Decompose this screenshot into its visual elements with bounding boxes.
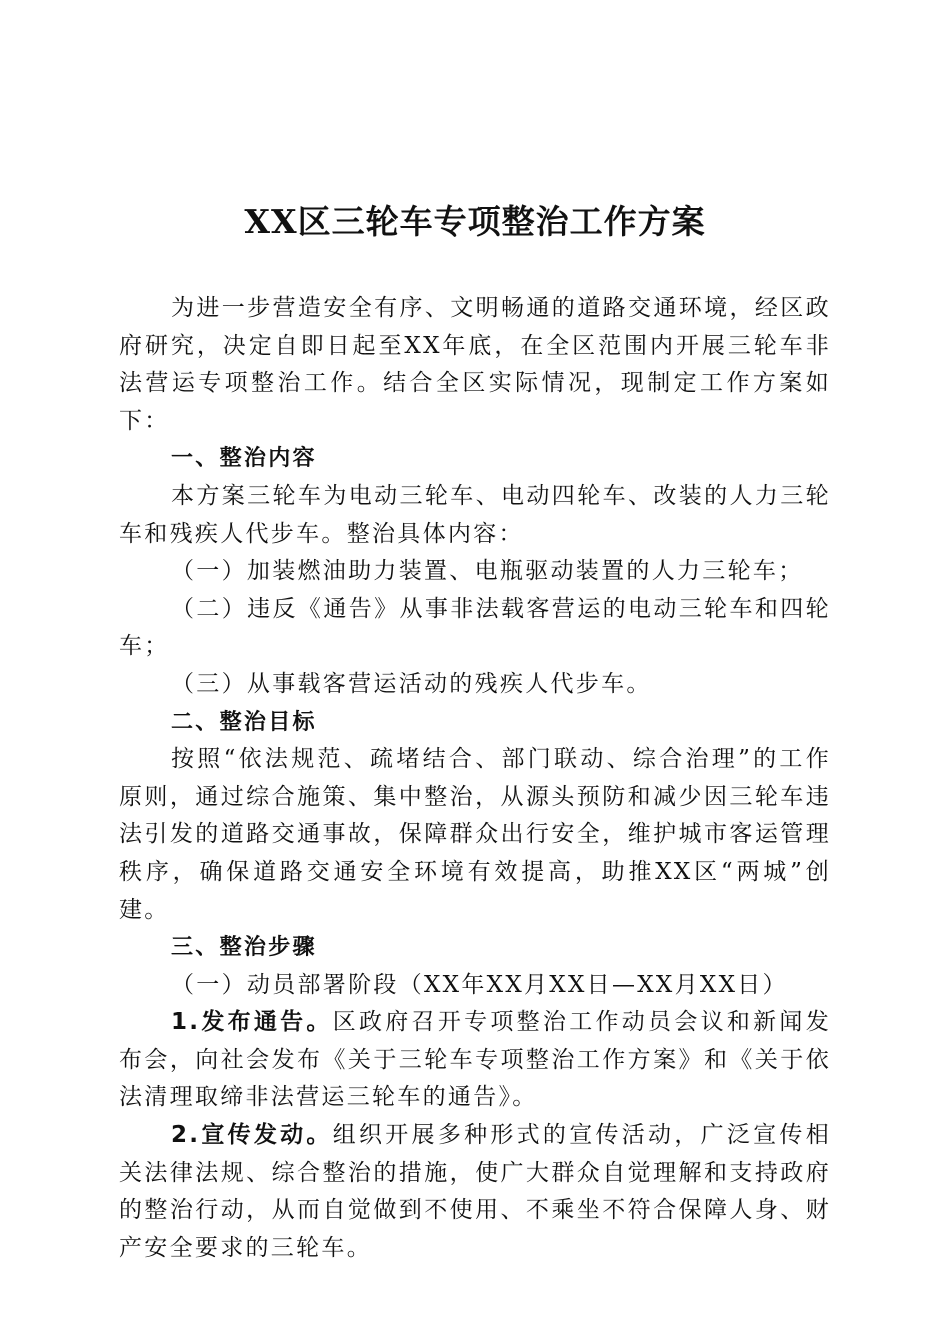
section-content-paragraph: 本方案三轮车为电动三轮车、电动四轮车、改装的人力三轮车和残疾人代步车。整治具体内容： bbox=[119, 482, 831, 547]
list-item: （一）加装燃油助力装置、电瓶驱动装置的人力三轮车； bbox=[171, 558, 804, 585]
section-goal-paragraph: 按照“依法规范、疏堵结合、部门联动、综合治理”的工作原则，通过综合施策、集中整治，从源头预防和减少因三轮车违法引发的道路交通事故，保障群众出行安全，维护城市客运管理秩序，确保道路交通安全环境有效提高，助推XX区“两城”创建。 bbox=[119, 746, 831, 923]
list-item: （二）违反《通告》从事非法载客营运的电动三轮车和四轮车； bbox=[119, 595, 831, 660]
step-lead: 2.宣传发动。 bbox=[171, 1122, 333, 1149]
step-paragraph bbox=[119, 1117, 831, 1267]
document-body bbox=[119, 290, 831, 1267]
step-lead: 1.发布通告。 bbox=[171, 1009, 333, 1036]
section-heading-steps: 三、整治步骤 bbox=[171, 935, 317, 961]
step-text: 组织开展多种形式的宣传活动，广泛宣传相关法律法规、综合整治的措施，使广大群众自觉理解和支持政府的整治行动，从而自觉做到不使用、不乘坐不符合保障人身、财产安全要求的三轮车。 bbox=[119, 1122, 832, 1261]
step-paragraph bbox=[119, 1004, 831, 1117]
list-item: （三）从事载客营运活动的残疾人代步车。 bbox=[171, 670, 652, 697]
phase-title: （一）动员部署阶段（XX年XX月XX日—XX月XX日） bbox=[171, 971, 788, 998]
intro-paragraph: 为进一步营造安全有序、文明畅通的道路交通环境，经区政府研究，决定自即日起至XX年底，在全区范围内开展三轮车非法营运专项整治工作。结合全区实际情况，现制定工作方案如下： bbox=[119, 295, 831, 434]
section-heading-goal: 二、整治目标 bbox=[171, 709, 317, 735]
step-text: 区政府召开专项整治工作动员会议和新闻发布会，向社会发布《关于三轮车专项整治工作方案》和《关于依法清理取缔非法营运三轮车的通告》。 bbox=[119, 1009, 832, 1111]
section-heading-content: 一、整治内容 bbox=[171, 446, 317, 472]
document-title: XX区三轮车专项整治工作方案 bbox=[244, 202, 706, 241]
